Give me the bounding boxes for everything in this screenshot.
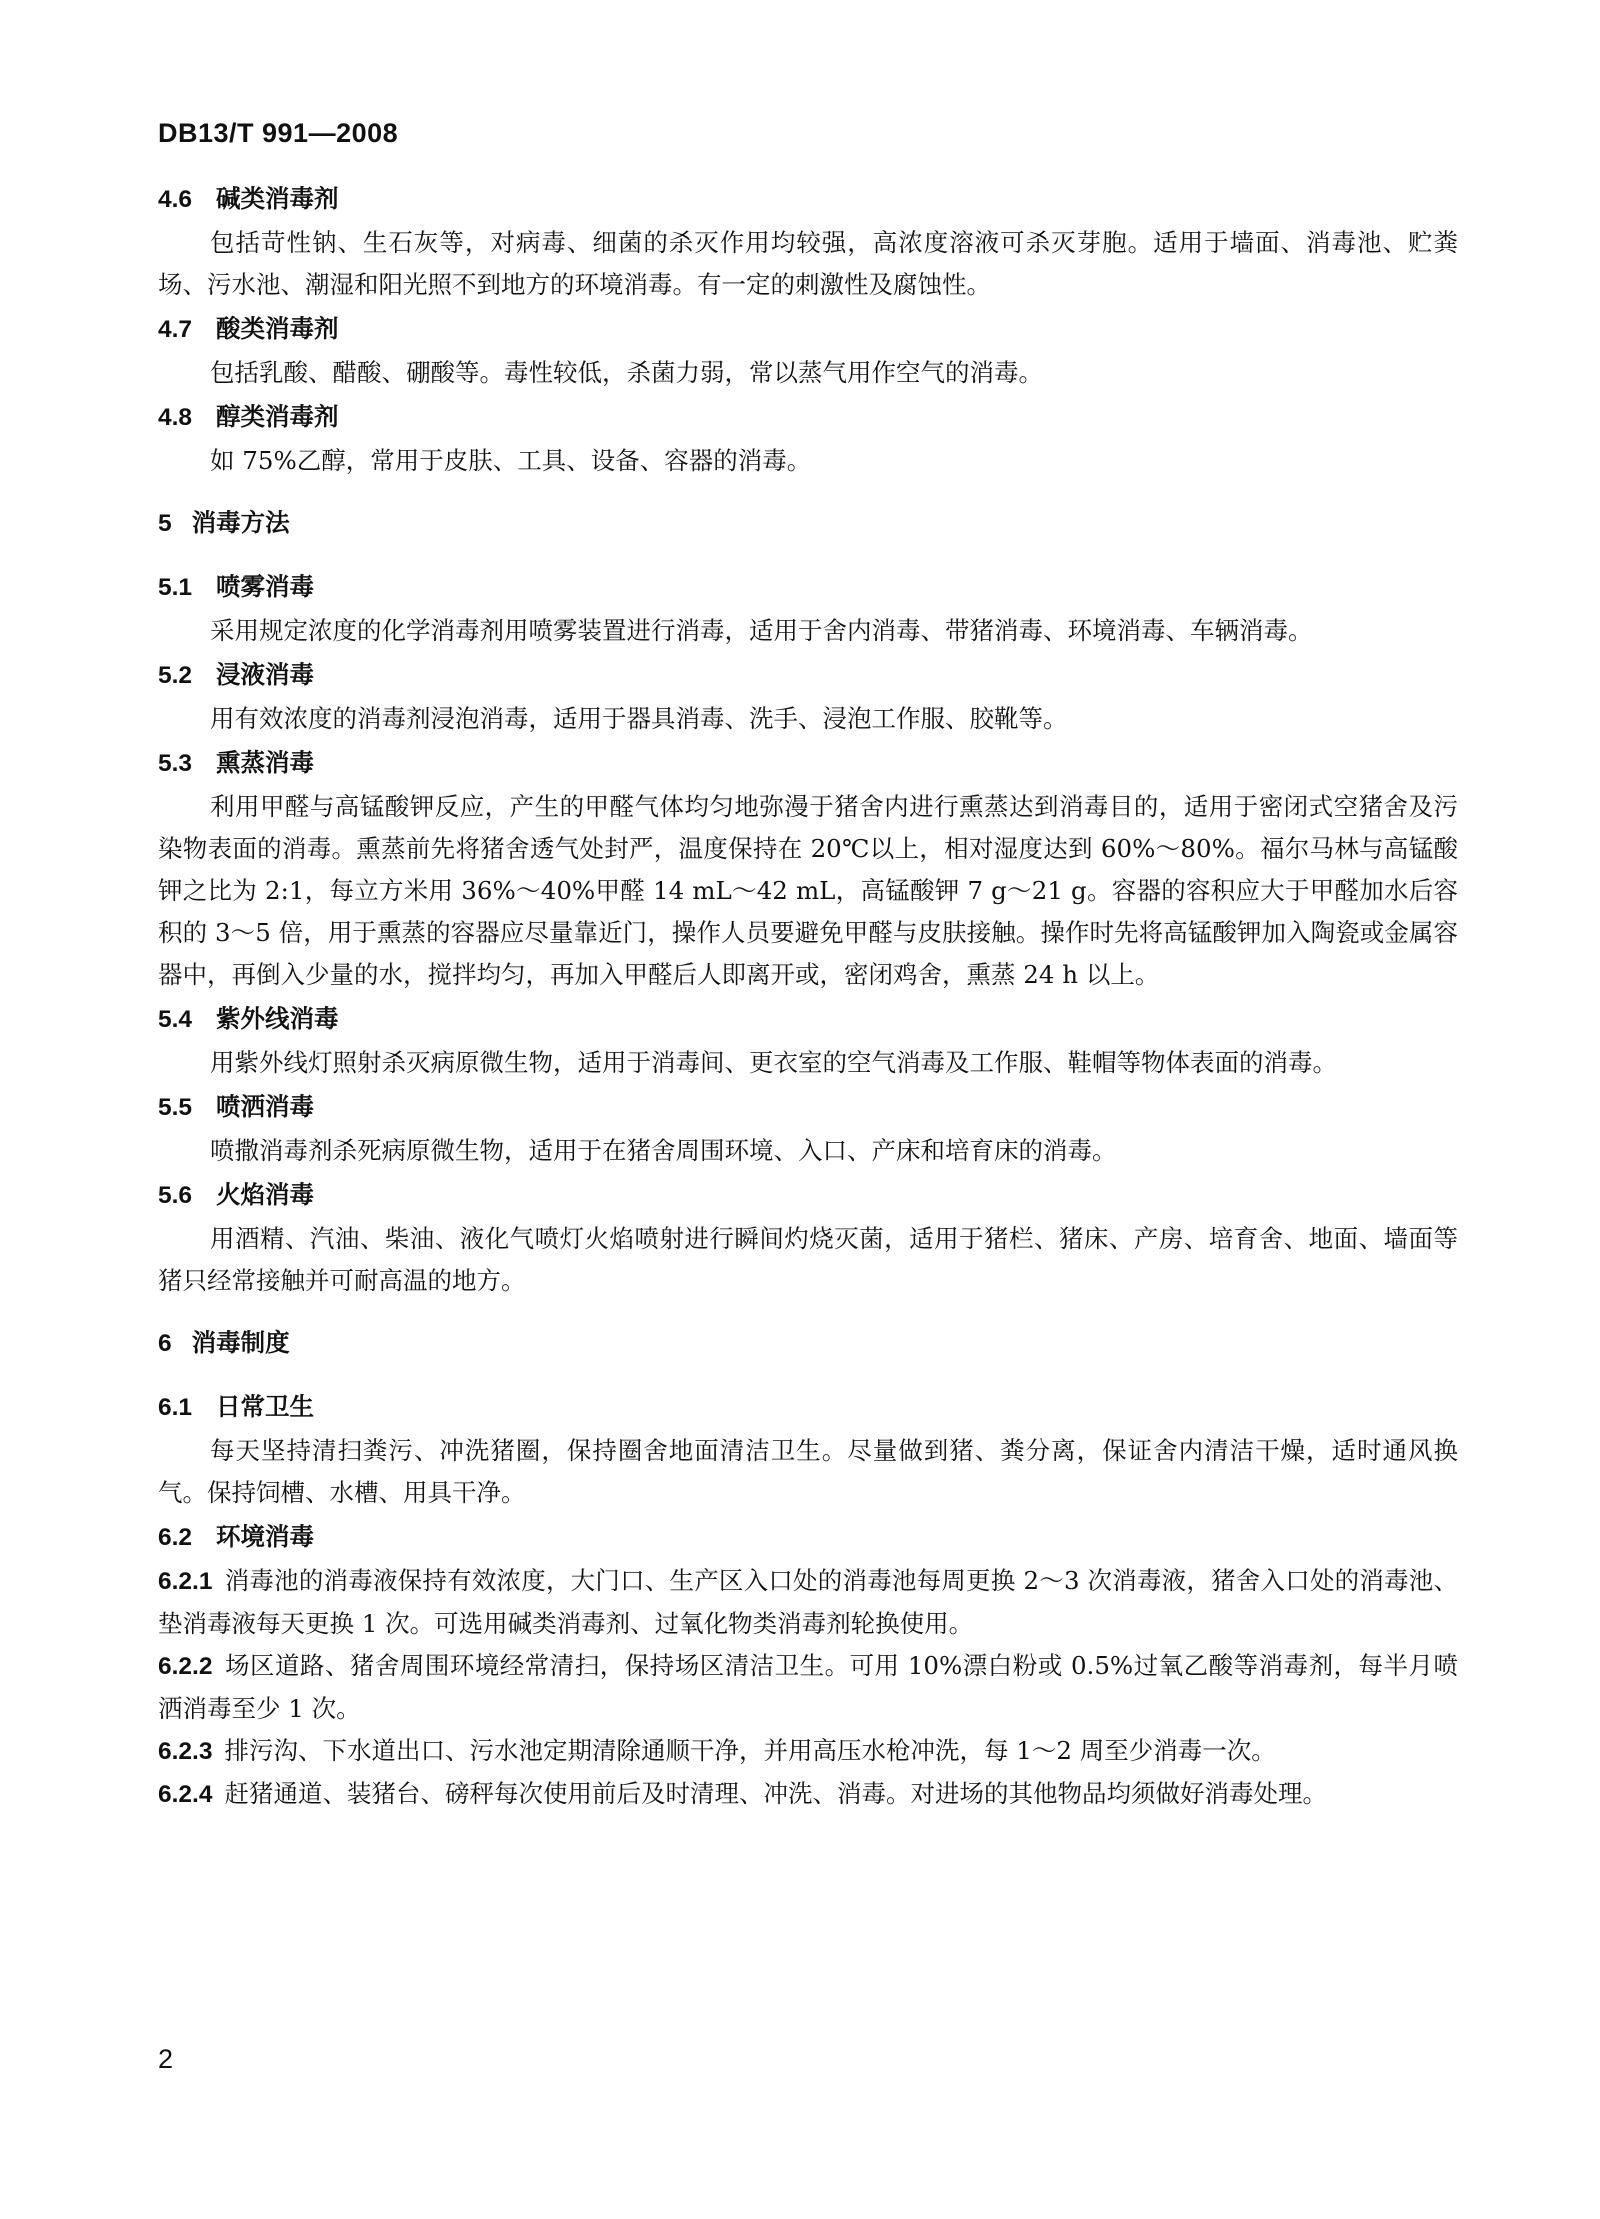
- numbered-item: [158, 1645, 1458, 1730]
- paragraph: 用有效浓度的消毒剂浸泡消毒，适用于器具消毒、洗手、浸泡工作服、胶靴等。: [210, 704, 1068, 733]
- subclause-number: 5.5: [158, 1094, 193, 1121]
- clause-heading: [158, 1320, 1458, 1366]
- clause-number: 6: [158, 1330, 172, 1357]
- subclause-title: 日常卫生: [216, 1392, 314, 1421]
- subclause-number: 4.6: [158, 186, 193, 213]
- subclause-title: 紫外线消毒: [216, 1004, 339, 1033]
- item-number: 6.2.4: [158, 1781, 213, 1808]
- document-header-id: DB13/T 991—2008: [158, 118, 399, 148]
- subclause-title: 环境消毒: [216, 1522, 314, 1551]
- item-number: 6.2.2: [158, 1653, 213, 1680]
- subclause-title: 醇类消毒剂: [216, 402, 339, 431]
- subclause-number: 5.2: [158, 662, 193, 689]
- subclause-number: 5.1: [158, 574, 193, 601]
- paragraph: 如 75%乙醇，常用于皮肤、工具、设备、容器的消毒。: [210, 446, 812, 475]
- paragraph: 包括苛性钠、生石灰等，对病毒、细菌的杀灭作用均较强，高浓度溶液可杀灭芽胞。适用于墙面、消毒池、贮粪场、污水池、潮湿和阳光照不到地方的环境消毒。有一定的刺激性及腐蚀性。: [158, 228, 1458, 299]
- subclause-number: 5.4: [158, 1006, 193, 1033]
- paragraph: 每天坚持清扫粪污、冲洗猪圈，保持圈舍地面清洁卫生。尽量做到猪、粪分离，保证舍内清洁干燥，适时通风换气。保持饲槽、水槽、用具干净。: [158, 1436, 1458, 1507]
- clause-title: 消毒方法: [191, 508, 290, 537]
- paragraph: 用紫外线灯照射杀灭病原微生物，适用于消毒间、更衣室的空气消毒及工作服、鞋帽等物体表面的消毒。: [210, 1048, 1337, 1077]
- subclause-heading: [158, 176, 1458, 222]
- subclause-title: 火焰消毒: [216, 1180, 314, 1209]
- item-text: 消毒池的消毒液保持有效浓度，大门口、生产区入口处的消毒池每周更换 2～3 次消毒液，猪舍入口处的消毒池、垫消毒液每天更换 1 次。可选用碱类消毒剂、过氧化物类消毒剂轮换使用。: [158, 1566, 1458, 1638]
- subclause-heading: [158, 564, 1458, 610]
- item-text: 场区道路、猪舍周围环境经常清扫，保持场区清洁卫生。可用 10%漂白粉或 0.5%过氧乙酸等消毒剂，每半月喷洒消毒至少 1 次。: [158, 1651, 1458, 1723]
- subclause-number: 4.8: [158, 404, 193, 431]
- clause-heading: [158, 500, 1458, 546]
- document-body: [158, 176, 1458, 1816]
- clause-number: 5: [158, 510, 172, 537]
- item-text: 排污沟、下水道出口、污水池定期清除通顺干净，并用高压水枪冲洗，每 1～2 周至少消毒一次。: [224, 1736, 1276, 1765]
- subclause-heading: [158, 1384, 1458, 1430]
- subclause-number: 5.3: [158, 750, 193, 777]
- subclause-title: 酸类消毒剂: [216, 314, 339, 343]
- subclause-heading: [158, 394, 1458, 440]
- item-number: 6.2.3: [158, 1738, 213, 1765]
- numbered-item: [158, 1773, 1458, 1816]
- subclause-number: 6.1: [158, 1394, 193, 1421]
- subclause-title: 熏蒸消毒: [216, 748, 314, 777]
- paragraph: 利用甲醛与高锰酸钾反应，产生的甲醛气体均匀地弥漫于猪舍内进行熏蒸达到消毒目的，适用于密闭式空猪舍及污染物表面的消毒。熏蒸前先将猪舍透气处封严，温度保持在 20℃以上，相对湿度达到 60%～80%。福尔马林与高锰酸钾之比为 2:1，每立方米用 36%～40%甲醛 14 mL～42 mL，高锰酸钾 7 g～21 g。容器的容积应大于甲醛加水后容积的 3～5 倍，用于熏蒸的容器应尽量靠近门，操作人员要避免甲醛与皮肤接触。操作时先将高锰酸钾加入陶瓷或金属容器中，再倒入少量的水，搅拌均匀，再加入甲醛后人即离开或，密闭鸡舍，熏蒸 24 h 以上。: [158, 792, 1458, 989]
- numbered-item: [158, 1560, 1458, 1645]
- subclause-number: 6.2: [158, 1524, 193, 1551]
- page-number: 2: [158, 2044, 174, 2074]
- subclause-title: 喷洒消毒: [216, 1092, 314, 1121]
- paragraph: 包括乳酸、醋酸、硼酸等。毒性较低，杀菌力弱，常以蒸气用作空气的消毒。: [210, 358, 1043, 387]
- subclause-title: 碱类消毒剂: [216, 184, 339, 213]
- subclause-heading: [158, 652, 1458, 698]
- subclause-number: 5.6: [158, 1182, 193, 1209]
- subclause-heading: [158, 306, 1458, 352]
- subclause-title: 浸液消毒: [216, 660, 314, 689]
- subclause-number: 4.7: [158, 316, 193, 343]
- subclause-heading: [158, 740, 1458, 786]
- subclause-heading: [158, 996, 1458, 1042]
- paragraph: 用酒精、汽油、柴油、液化气喷灯火焰喷射进行瞬间灼烧灭菌，适用于猪栏、猪床、产房、培育舍、地面、墙面等猪只经常接触并可耐高温的地方。: [158, 1224, 1458, 1295]
- subclause-title: 喷雾消毒: [216, 572, 314, 601]
- subclause-heading: [158, 1514, 1458, 1560]
- subclause-heading: [158, 1084, 1458, 1130]
- subclause-heading: [158, 1172, 1458, 1218]
- item-number: 6.2.1: [158, 1568, 213, 1595]
- numbered-item: [158, 1730, 1458, 1773]
- clause-title: 消毒制度: [191, 1328, 290, 1357]
- item-text: 赶猪通道、装猪台、磅秤每次使用前后及时清理、冲洗、消毒。对进场的其他物品均须做好消毒处理。: [224, 1779, 1327, 1808]
- paragraph: 喷撒消毒剂杀死病原微生物，适用于在猪舍周围环境、入口、产床和培育床的消毒。: [210, 1136, 1117, 1165]
- paragraph: 采用规定浓度的化学消毒剂用喷雾装置进行消毒，适用于舍内消毒、带猪消毒、环境消毒、车辆消毒。: [210, 616, 1313, 645]
